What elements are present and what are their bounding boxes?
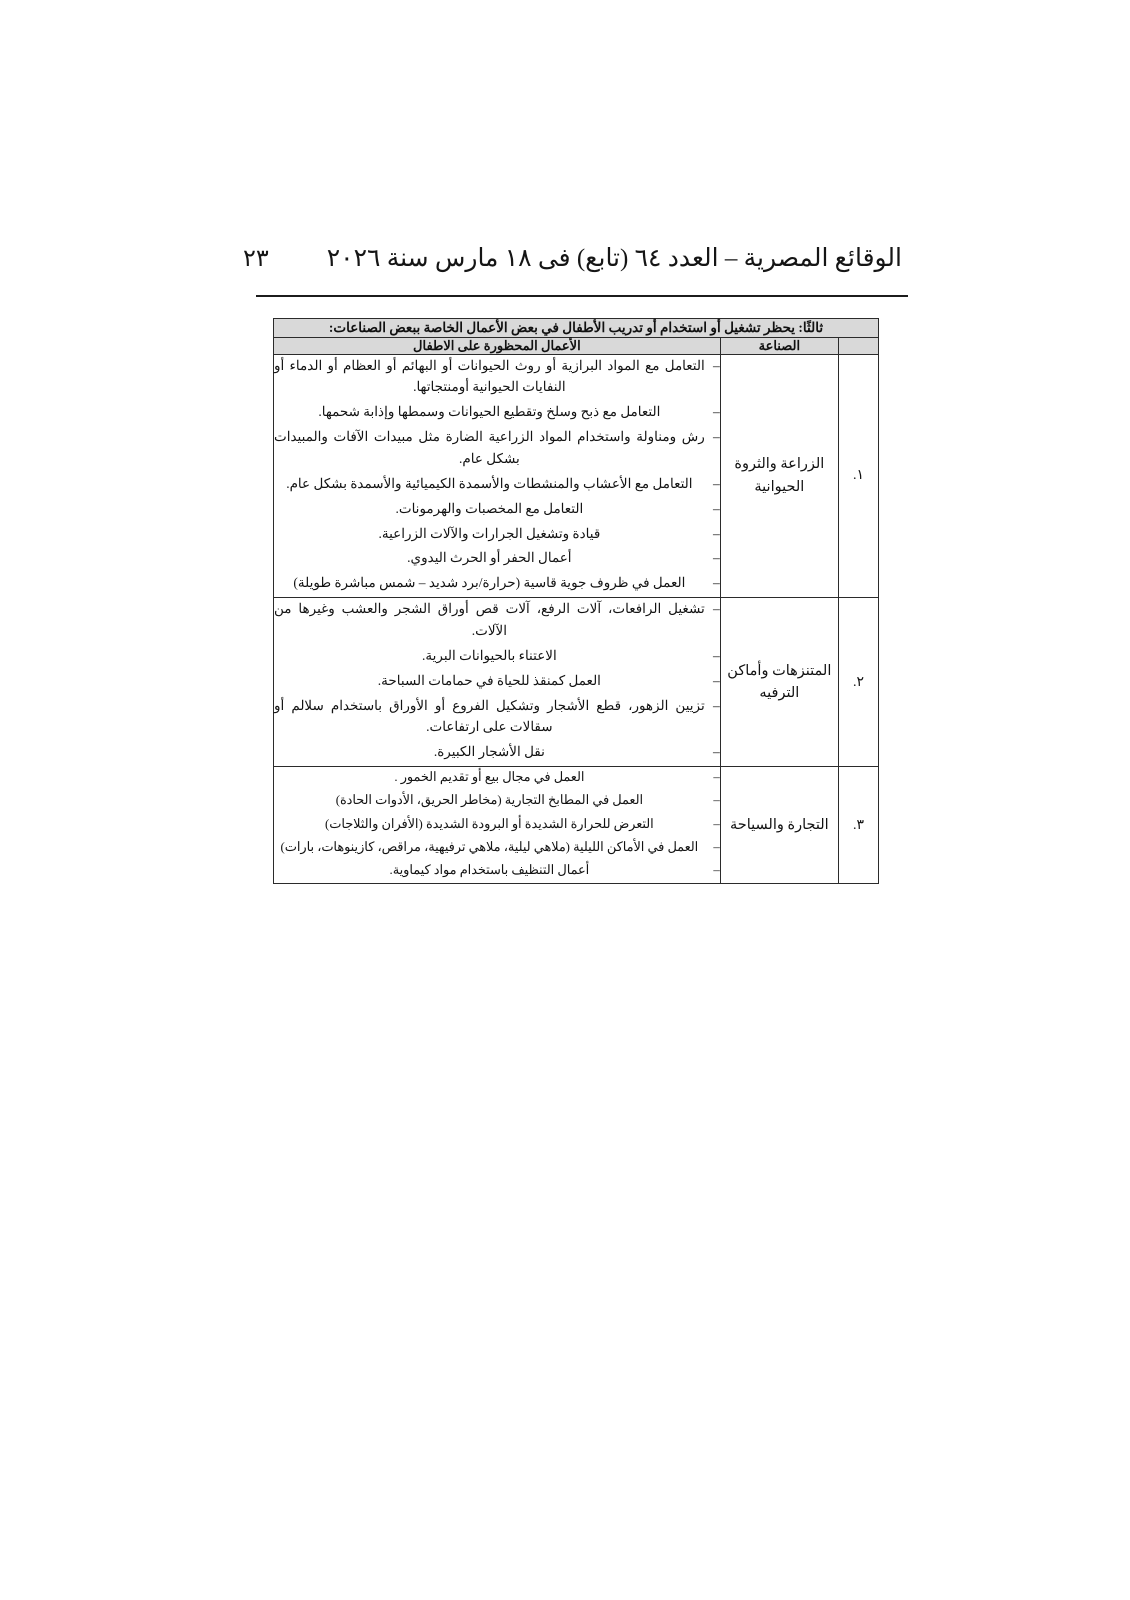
page-number: ٢٣ — [242, 246, 269, 272]
column-header-works: الأعمال المحظورة على الاطفال — [274, 337, 721, 354]
prohibited-works-table-wrapper — [273, 318, 879, 884]
column-header-number — [838, 337, 878, 354]
table-row — [274, 354, 879, 598]
table-banner: ثالثًا: يحظر تشغيل أو استخدام أو تدريب الأطفال في بعض الأعمال الخاصة ببعض الصناعات: — [274, 319, 879, 338]
list-item: – العمل في الأماكن الليلية (ملاهي ليلية، ملاهي ترفيهية، مراقص، كازينوهات، بارات) — [274, 837, 720, 857]
table-header-row — [274, 337, 879, 354]
list-item: – تزيين الزهور، قطع الأشجار وتشكيل الفروع أو الأوراق باستخدام سلالم أو سقالات على ارتفاعات. — [274, 695, 720, 739]
row-number: ١. — [838, 354, 878, 598]
list-item: – التعامل مع المخصبات والهرمونات. — [274, 498, 720, 520]
row-industry: التجارة والسياحة — [720, 767, 838, 884]
list-item: – الاعتناء بالحيوانات البرية. — [274, 645, 720, 667]
works-list — [274, 598, 720, 763]
list-item: – التعامل مع المواد البرازية أو روث الحيوانات أو البهائم أو العظام أو الدماء أو النفايات الحيوانية أومنتجاتها. — [274, 355, 720, 399]
table-row — [274, 767, 879, 884]
list-item: – التعامل مع ذبح وسلخ وتقطيع الحيوانات وسمطها وإذابة شحمها. — [274, 401, 720, 423]
list-item: – نقل الأشجار الكبيرة. — [274, 741, 720, 763]
list-item: – التعامل مع الأعشاب والمنشطات والأسمدة الكيميائية والأسمدة بشكل عام. — [274, 473, 720, 495]
list-item: – أعمال الحفر أو الحرث اليدوي. — [274, 547, 720, 569]
row-number: ٢. — [838, 598, 878, 767]
list-item: – العمل كمنقذ للحياة في حمامات السباحة. — [274, 670, 720, 692]
row-works — [274, 598, 721, 767]
list-item: – العمل في المطابخ التجارية (مخاطر الحريق، الأدوات الحادة) — [274, 790, 720, 810]
row-number: ٣. — [838, 767, 878, 884]
list-item: – قيادة وتشغيل الجرارات والآلات الزراعية. — [274, 523, 720, 545]
prohibited-works-table — [273, 318, 879, 884]
column-header-industry: الصناعة — [720, 337, 838, 354]
table-row — [274, 598, 879, 767]
works-list — [274, 767, 720, 880]
list-item: – رش ومناولة واستخدام المواد الزراعية الضارة مثل مبيدات الآفات والمبيدات بشكل عام. — [274, 426, 720, 470]
row-industry: الزراعة والثروة الحيوانية — [720, 354, 838, 598]
page-header — [242, 243, 902, 273]
table-banner-row — [274, 319, 879, 338]
row-industry: المتنزهات وأماكن الترفيه — [720, 598, 838, 767]
list-item: – أعمال التنظيف باستخدام مواد كيماوية. — [274, 860, 720, 880]
list-item: – تشغيل الرافعات، آلات الرفع، آلات قص أوراق الشجر والعشب وغيرها من الآلات. — [274, 598, 720, 642]
gazette-title: الوقائع المصرية – العدد ٦٤ (تابع) فى ١٨ مارس سنة ٢٠٢٦ — [326, 245, 902, 272]
row-works — [274, 767, 721, 884]
header-divider — [256, 295, 908, 297]
works-list — [274, 355, 720, 595]
list-item: – العمل في مجال بيع أو تقديم الخمور . — [274, 767, 720, 787]
list-item: – العمل في ظروف جوية قاسية (حرارة/برد شديد – شمس مباشرة طويلة) — [274, 572, 720, 594]
list-item: – التعرض للحرارة الشديدة أو البرودة الشديدة (الأفران والثلاجات) — [274, 814, 720, 834]
row-works — [274, 354, 721, 598]
